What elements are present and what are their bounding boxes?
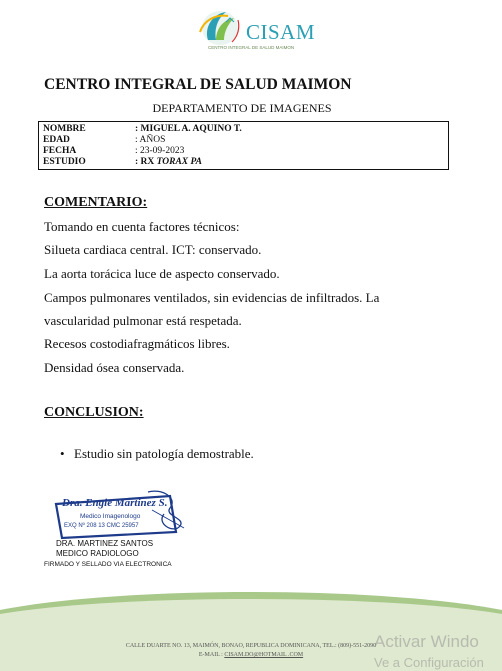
doctor-title: MEDICO RADIOLOGO [56, 549, 139, 558]
conclusion-title: CONCLUSION: [44, 405, 144, 420]
cisam-logo [186, 6, 326, 56]
stamp-doctor-name: Dra. Engie Martinez S. [62, 497, 168, 509]
department-title: DEPARTAMENTO DE IMAGENES [152, 101, 332, 115]
logo-subtitle: CENTRO INTEGRAL DE SALUD MAIMON [208, 45, 295, 50]
comentario-line: La aorta torácica luce de aspecto conservado. [44, 266, 280, 281]
activation-watermark: Activar Windo [374, 632, 479, 651]
comentario-line: Campos pulmonares ventilados, sin evidencias de infiltrados. La [44, 290, 380, 305]
stamp-specialty: Medico Imagenologo [80, 513, 141, 520]
comentario-line: Tomando en cuenta factores técnicos: [44, 219, 240, 234]
activation-watermark-sub: Ve a Configuración [374, 655, 484, 670]
footer-email-link[interactable]: CISAM.DO@HOTMAIL .COM [224, 652, 304, 658]
comentario-line: Densidad ósea conservada. [44, 360, 185, 375]
patient-row-age: EDAD : AÑOS [43, 135, 166, 145]
conclusion-item: • Estudio sin patología demostrable. [60, 446, 254, 461]
signed-note: FIRMADO Y SELLADO VIA ELECTRONICA [44, 561, 172, 568]
comentario-line: vascularidad pulmonar está respetada. [44, 313, 242, 328]
patient-row-name: NOMBRE : MIGUEL A. AQUINO T. [43, 124, 242, 134]
comentario-title: COMENTARIO: [44, 195, 148, 210]
bullet-icon: • [60, 446, 65, 461]
doctor-name: DRA. MARTINEZ SANTOS [56, 539, 154, 548]
patient-row-date: FECHA : 23-09-2023 [43, 146, 185, 156]
logo-wordmark: CISAM [246, 20, 316, 44]
stamp-exequatur: EXQ Nº 208 13 CMC 25957 [64, 523, 139, 529]
center-title: CENTRO INTEGRAL DE SALUD MAIMON [44, 76, 352, 93]
signature-stamp [52, 488, 192, 540]
footer-email-line: E-MAIL : CISAM.DO@HOTMAIL .COM [198, 652, 304, 658]
patient-row-study: ESTUDIO : RX TORAX PA [43, 157, 202, 167]
footer-address: CALLE DUARTE NO. 13, MAIMÓN, BONAO, REPUBLICA DOMINICANA, TEL.: (809)-551-2090 [125, 643, 377, 649]
comentario-line: Silueta cardiaca central. ICT: conservado. [44, 242, 262, 257]
comentario-line: Recesos costodiafragmáticos libres. [44, 336, 230, 351]
patient-info-box [38, 121, 449, 170]
